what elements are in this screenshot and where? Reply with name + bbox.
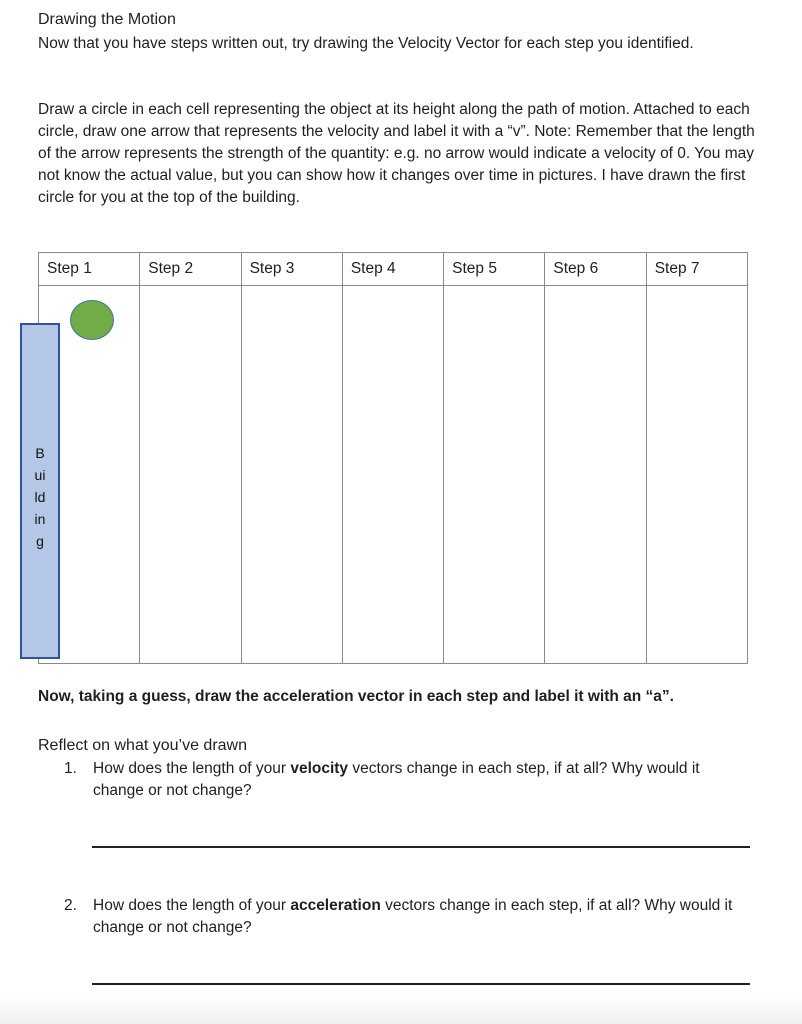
answer-line-2[interactable] bbox=[92, 983, 750, 985]
acceleration-prompt: Now, taking a guess, draw the acceleration vector in each step and label it with an “a”. bbox=[38, 688, 674, 705]
question-1-text bbox=[93, 758, 743, 802]
question-1-number: 1. bbox=[64, 760, 77, 777]
object-circle bbox=[70, 300, 114, 340]
building-label-part: ui bbox=[34, 467, 46, 483]
step-cell-5[interactable] bbox=[444, 286, 545, 664]
steps-table bbox=[38, 252, 748, 664]
steps-header-row bbox=[39, 253, 748, 286]
building-label-part: in bbox=[34, 511, 46, 527]
step-header-5: Step 5 bbox=[444, 253, 545, 286]
intro-text: Now that you have steps written out, try drawing the Velocity Vector for each step you identified. bbox=[38, 35, 694, 52]
page-bottom-fade bbox=[0, 996, 802, 1024]
step-cell-2[interactable] bbox=[140, 286, 241, 664]
building-label-part: ld bbox=[34, 489, 46, 505]
question-2-keyword: acceleration bbox=[290, 897, 381, 914]
question-2-number: 2. bbox=[64, 897, 77, 914]
question-2-text-end: vectors change in each step, if at all? Why would it change or not change? bbox=[93, 897, 733, 936]
step-header-4: Step 4 bbox=[342, 253, 443, 286]
step-header-7: Step 7 bbox=[646, 253, 747, 286]
step-header-2: Step 2 bbox=[140, 253, 241, 286]
building-shape bbox=[20, 323, 60, 659]
question-2 bbox=[64, 895, 744, 945]
building-label-part: g bbox=[36, 533, 44, 549]
steps-drawing-row bbox=[39, 286, 748, 664]
question-1-keyword: velocity bbox=[290, 760, 349, 777]
instructions-text: Draw a circle in each cell representing the object at its height along the path of motion. Attached to each circle, draw one arrow that represents the velocity and label it with a “v”. Note: Remember that the length of the arrow represents the strength of the quantity: e.g. no arrow would indicate a velocity of 0. You may not know the actual value, but you can show how it changes over time in pictures. I have drawn the first circle for you at the top of the building. bbox=[38, 101, 755, 206]
step-cell-4[interactable] bbox=[342, 286, 443, 664]
answer-line-1[interactable] bbox=[92, 846, 750, 848]
question-1-text-start: How does the length of your bbox=[93, 760, 291, 777]
step-header-1: Step 1 bbox=[39, 253, 140, 286]
step-header-6: Step 6 bbox=[545, 253, 646, 286]
step-cell-7[interactable] bbox=[646, 286, 747, 664]
building-label bbox=[22, 442, 58, 552]
question-1-text-end: vectors change in each step, if at all? Why would it change or not change? bbox=[93, 760, 700, 799]
page-title: Drawing the Motion bbox=[38, 11, 176, 28]
question-2-text-start: How does the length of your bbox=[93, 897, 291, 914]
question-2-text bbox=[93, 895, 743, 939]
step-cell-6[interactable] bbox=[545, 286, 646, 664]
building-label-part: B bbox=[35, 445, 45, 461]
question-1 bbox=[64, 758, 744, 808]
step-cell-3[interactable] bbox=[241, 286, 342, 664]
reflect-heading: Reflect on what you’ve drawn bbox=[38, 737, 247, 754]
step-header-3: Step 3 bbox=[241, 253, 342, 286]
